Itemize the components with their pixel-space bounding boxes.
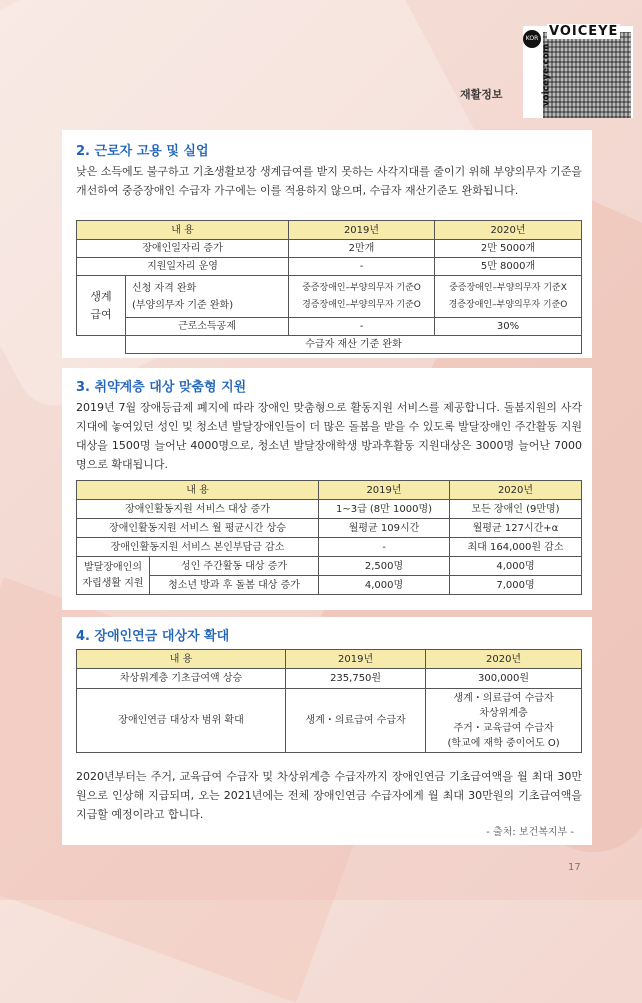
table-cell: 4,000명 [319,576,450,595]
table-cell: 5만 8000개 [435,258,582,276]
table-cell: 생계・의료급여 수급자 [286,689,426,753]
table-cell: 지원일자리 운영 [77,258,289,276]
section-card [62,617,592,845]
table-cell: 장애인활동지원 서비스 월 평균시간 상승 [77,519,319,538]
table-cell: 235,750원 [286,669,426,689]
section-paragraph: 2019년 7월 장애등급제 폐지에 따라 장애인 맞춤형으로 활동지원 서비스를 제공합니다. 돌봄지원의 사각지대에 놓여있던 성인 및 청소년 발달장애인들이 더 많은 돌봄을 받을 수 있도록 발달장애인 주간활동 지원대상을 1500명 늘어난 4000명으로, 청소년 발달장애학생 방과후활동 지원대상은 3000명 늘어난 7000명으로 확대됩니다. [76,401,582,471]
data-table [76,649,582,753]
table-cell: 장애인활동지원 서비스 본인부담금 감소 [77,538,319,557]
data-table [76,480,582,595]
table-cell: 1~3급 (8만 1000명) [319,500,450,519]
table-cell: 중증장애인–부양의무자 기준O 경증장애인–부양의무자 기준O [289,276,435,318]
table-cell: 수급자 재산 기준 완화 [126,336,582,354]
section-card [62,130,592,358]
table-cell: - [289,258,435,276]
table-cell: 장애인연금 대상자 범위 확대 [77,689,286,753]
table-cell: 월평균 127시간+α [450,519,582,538]
table-header: 내 용 [77,650,286,669]
table-cell: 2만개 [289,240,435,258]
table-header: 2020년 [426,650,582,669]
section-paragraph: 낮은 소득에도 불구하고 기초생활보장 생계급여를 받지 못하는 사각지대를 줄이기 위해 부양의무자 기준을 개선하여 중증장애인 수급자 가구에는 이를 적용하지 않으며, 수급자 재산기준도 완화됩니다. [76,165,583,197]
section-title: 3. 취약계층 대상 맞춤형 지원 [76,380,247,395]
table-empty-cell [77,336,126,354]
table-header: 내 용 [77,481,319,500]
table-header: 2019년 [286,650,426,669]
table-cell: 중증장애인–부양의무자 기준X 경증장애인–부양의무자 기준O [435,276,582,318]
data-table [76,220,582,354]
table-cell: 근로소득공제 [126,318,289,336]
voiceye-url: voiceye.com [541,43,552,107]
page-number: 17 [568,862,581,873]
table-cell: 30% [435,318,582,336]
section-card [62,368,592,610]
table-cell: 2만 5000개 [435,240,582,258]
section-label: 재활정보 [460,88,503,101]
table-header: 2019년 [289,221,435,240]
table-header: 2020년 [435,221,582,240]
table-cell: 장애인활동지원 서비스 대상 증가 [77,500,319,519]
source-note: - 출처: 보건복지부 - [486,827,574,838]
section-title: 2. 근로자 고용 및 실업 [76,144,209,159]
table-header: 2020년 [450,481,582,500]
table-cell: 청소년 방과 후 돌봄 대상 증가 [150,576,319,595]
table-cell: 4,000명 [450,557,582,576]
section-title: 4. 장애인연금 대상자 확대 [76,629,230,644]
table-cell: - [319,538,450,557]
table-group-cell: 발달장애인의 자립생활 지원 [77,557,150,595]
table-group-cell: 생계 급여 [77,276,126,336]
section-paragraph: 2020년부터는 주거, 교육급여 수급자 및 차상위계층 수급자까지 장애인연금 기초급여액을 월 최대 30만원으로 인상해 지급되며, 오는 2021년에는 전체 장애인연금 수급자에게 월 최대 30만원의 기초급여액을 지급할 예정이라고 합니다. [76,770,582,821]
table-cell: 300,000원 [426,669,582,689]
voiceye-brand: VOICEYE [549,24,619,39]
table-cell: 생계・의료급여 수급자 차상위계층 주거・교육급여 수급자 (학교에 재학 중이어도 O) [426,689,582,753]
table-cell: 최대 164,000원 감소 [450,538,582,557]
table-cell: 2,500명 [319,557,450,576]
table-cell: 성인 주간활동 대상 증가 [150,557,319,576]
table-cell: 차상위계층 기초급여액 상승 [77,669,286,689]
table-cell: 7,000명 [450,576,582,595]
table-cell: 장애인일자리 증가 [77,240,289,258]
table-cell: 신청 자격 완화 (부양의무자 기준 완화) [126,276,289,318]
kor-badge: KOR [523,30,541,48]
table-header: 내 용 [77,221,289,240]
table-cell: - [289,318,435,336]
table-cell: 모든 장애인 (9만명) [450,500,582,519]
table-header: 2019년 [319,481,450,500]
voiceye-code[interactable] [523,26,633,118]
qr-code-image [543,32,631,118]
table-cell: 월평균 109시간 [319,519,450,538]
